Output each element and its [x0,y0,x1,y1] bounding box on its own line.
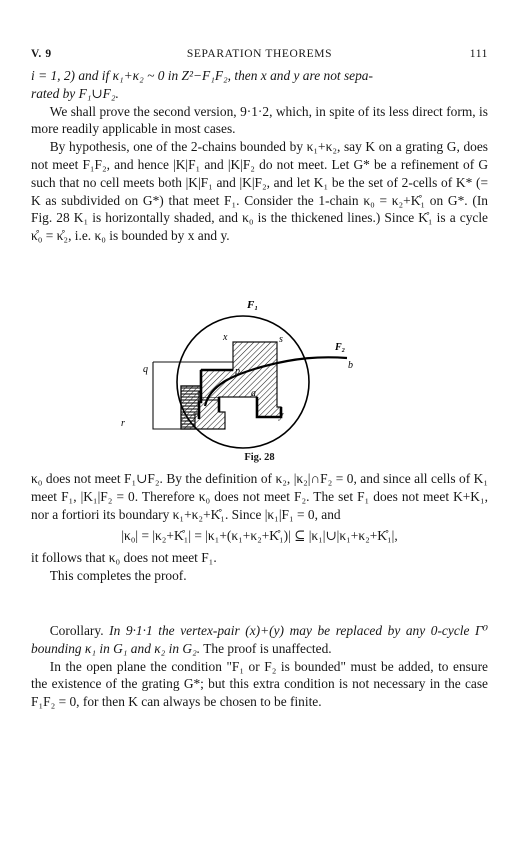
label-s: s [279,334,283,345]
paragraph-completes-proof: This completes the proof. [49,567,187,583]
running-header [31,48,488,64]
theorem-continuation-line1: i = 1, 2) and if κ₁+κ₂ ~ 0 in Z²−F₁F₂, then x and y are not sepa- [31,68,373,83]
label-a: a [251,388,256,399]
display-equation: |κ₀| = |κ₂+K̊₁| = |κ₁+(κ₁+κ₂+K̊₁)| ⊆ |κ₁|∪|κ₁+κ₂+K̊₁|, [121,528,398,544]
theorem-continuation-line2: rated by F₁∪F₂. [31,85,119,101]
label-f2: F₂ [335,342,346,353]
paragraph-kappa0-not-meet: κ₀ does not meet F₁∪F₂. By the definition of κ₂, |κ₂|∩F₂ = 0, and since all cells of K₁ meet F₁, |K₁|F₂ = 0. Therefore κ₀ does not meet F₂. The set F₁ does not meet K+K₁, nor a fortiori its boundary κ₁+κ₂+K̊₁. Since |κ₁|F₁ = 0, and [31,471,488,522]
label-f1: F₁ [247,299,259,311]
corollary-lead: Corollary. [49,623,104,638]
paragraph-follows: it follows that κ₀ does not meet F₁. [31,550,217,566]
label-q: q [143,364,148,375]
label-p: p [235,366,240,377]
paragraph-open-plane: In the open plane the condition "F₁ or F₂ is bounded" must be added, to ensure the existence of the grating G*; but this extra condition is not necessary in the case F₁F₂ = 0, for then K can always be chosen to be finite. [31,658,488,710]
paragraph-corollary [31,622,488,658]
page-number: 111 [469,48,488,60]
figure-caption: Fig. 28 [244,452,275,463]
figure-28 [115,294,375,455]
corollary-tail: The proof is unaffected. [203,640,332,656]
label-y: y [279,410,284,421]
corollary-body: In 9·1·1 the vertex-pair (x)+(y) may be replaced by any 0-cycle Γ⁰ bounding κ₁ in G₁ and κ₂ in G₂. [31,623,488,656]
figure-28-diagram [115,294,375,450]
region-k1-shaded-inner [201,397,219,402]
text-block-middle [31,470,488,585]
running-title: SEPARATION THEOREMS [186,48,333,60]
label-b: b [348,360,353,371]
chapter-number: V. 9 [31,48,52,60]
text-block-top [31,67,488,245]
text-block-bottom [31,622,488,711]
label-x: x [223,332,228,343]
paragraph-hypothesis: By hypothesis, one of the 2-chains bounded by κ₁+κ₂, say K on a grating G, does not meet F₁F₂, and hence |K|F₁ and |K|F₂ do not meet. Let G* be a refinement of G such that no cell meets both |K|F₁ and |K|F₂, and let K₁ be the set of 2-cells of K* (= K as subdivided on G*) that meet F₁. Consider the 1-chain κ₀ = κ₂+K̊₁ on G*. (In Fig. 28 K₁ is horizontally shaded, and κ₀ is the thickened lines.) Since K̊₁ is a cycle κ̊₀ = κ̊₂, i.e. κ₀ is bounded by x and y. [31,139,488,244]
paragraph-proof-intro: We shall prove the second version, 9·1·2, which, in spite of its less direct form, is more readily applicable in most cases. [31,103,488,137]
label-r: r [121,418,125,429]
